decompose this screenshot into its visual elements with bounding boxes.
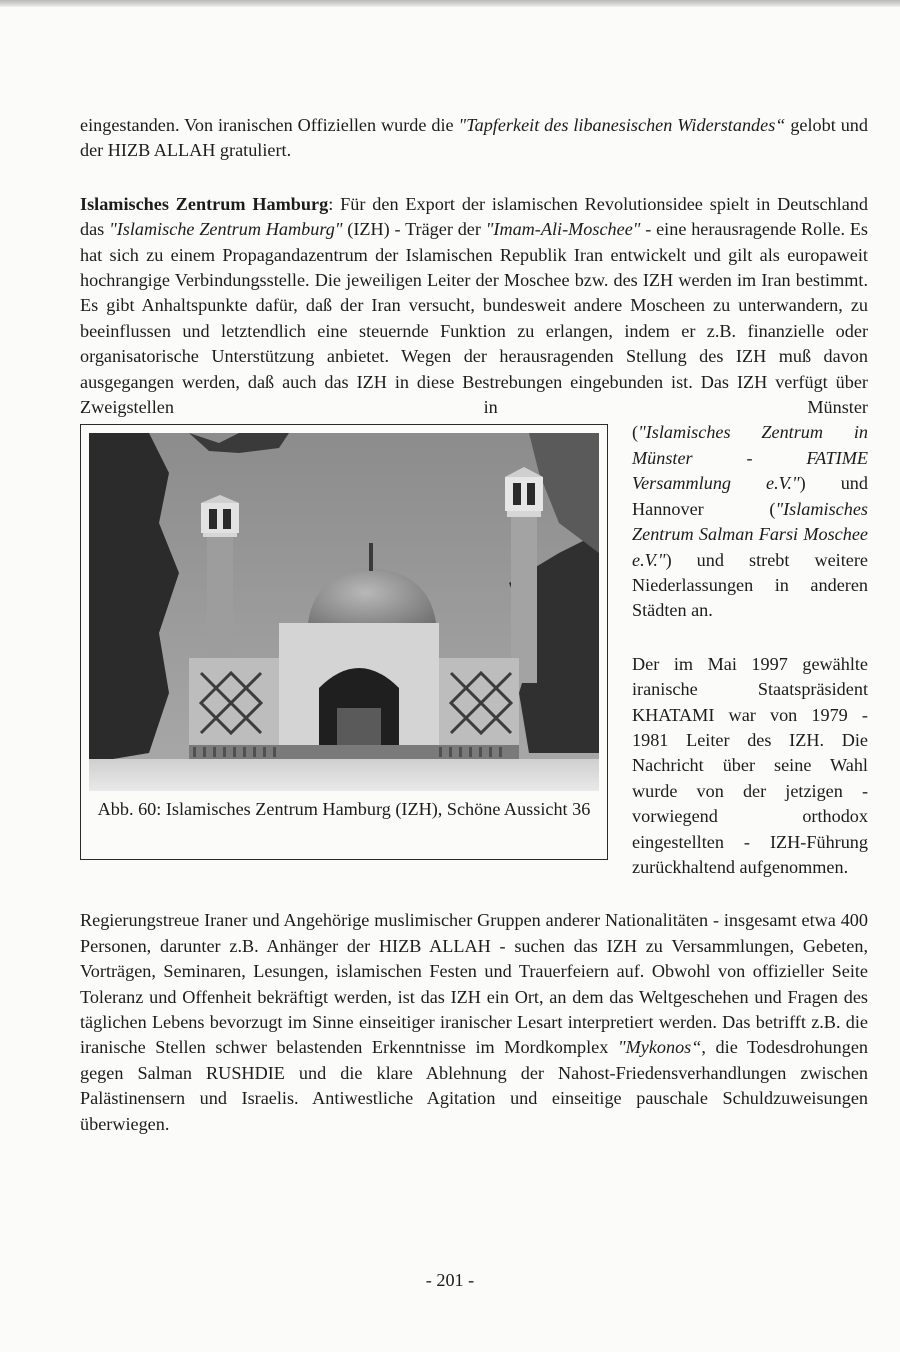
quote-imam-ali: "Imam-Ali-Moschee" bbox=[485, 219, 641, 240]
section-heading: Islamisches Zentrum Hamburg bbox=[80, 193, 329, 214]
paragraph-2-text-end: ) und strebt weitere Niederlassungen in anderen Städten an. bbox=[632, 549, 868, 621]
figure bbox=[80, 424, 608, 860]
quote-izh: "Islamische Zentrum Hamburg" bbox=[109, 219, 343, 240]
paragraph-1-text-end: gelobt und der HIZB ALLAH gratuliert. bbox=[80, 115, 868, 161]
paragraph-1 bbox=[80, 113, 868, 164]
quote-mykonos: "Mykonos“ bbox=[617, 1037, 702, 1058]
figure-caption: Abb. 60: Islamisches Zentrum Hamburg (IZH), Schöne Aussicht 36 bbox=[97, 799, 591, 820]
paragraph-2-text: ) und Hannover ( bbox=[632, 473, 868, 519]
quote-muenster: "Islamisches Zentrum in Münster - FATIME Versammlung e.V." bbox=[632, 422, 868, 494]
paragraph-2-text: (IZH) - Träger der bbox=[342, 219, 486, 240]
paragraph-4 bbox=[80, 908, 868, 1137]
paragraph-2-text: - eine herausragende Rolle. Es hat sich zu einem Propagandazentrum der Islamischen Republik Iran entwickelt und gilt als europaweit hochrangige Verbindungsstelle. Die jeweiligen Leiter der Moschee bzw. des IZH werden im Iran bestimmt. Es gibt Anhaltspunkte dafür, daß der Iran versucht, bundesweit andere Moscheen zu unterwandern, zu beeinflussen und letztendlich eine steuernde Funktion zu erlangen, indem er z.B. finanzielle oder organisatorische Unterstützung anbietet. Wegen der herausragenden Stellung des IZH muß davon ausgegangen werden, daß auch das IZH in diese Bestrebungen eingebunden ist. Das IZH verfügt über Zweigstellen in Münster ( bbox=[80, 219, 869, 443]
mosque-photo bbox=[89, 433, 599, 791]
paragraph-3: Der im Mai 1997 gewählte iranische Staatspräsident KHATAMI war von 1979 - 1981 Leiter des IZH. Die Nachricht über seine Wahl wurde von der jetzigen - vorwiegend orthodox eingestellten - IZH-Führung zurückhaltend aufgenommen. bbox=[632, 653, 868, 877]
paragraph-4-text: Regierungstreue Iraner und Angehörige muslimischer Gruppen anderer Nationalitäten - insgesamt etwa 400 Personen, darunter z.B. Anhänger der HIZB ALLAH - suchen das IZH zu Versammlungen, Gebeten, Vorträgen, Seminaren, Lesungen, islamischen Festen und Trauerfeiern auf. Obwohl von offizieller Seite Toleranz und Offenheit bekräftigt werden, ist das IZH ein Ort, an dem das Weltgeschehen und Fragen des täglichen Lebens bevorzugt im Sinne einseitiger iranischer Lesart interpretiert werden. Das betrifft z.B. die iranische Stellen schwer belastenden Erkenntnisse im Mordkomplex bbox=[80, 910, 868, 1058]
quote-hannover: "Islamisches Zentrum Salman Farsi Moschee e.V." bbox=[632, 498, 868, 570]
page-body bbox=[80, 113, 868, 1137]
scan-top-edge bbox=[0, 0, 900, 7]
paragraph-1-quote: "Tapferkeit des libanesischen Widerstandes“ bbox=[458, 115, 786, 135]
paragraph-4-text-end: , die Todesdrohungen gegen Salman RUSHDIE und die klare Ablehnung der Nahost-Friedensverhandlungen zwischen Palästinensern und Israelis. Antiwestliche Agitation und einseitige pauschale Schuldzuweisungen überwiegen. bbox=[80, 1037, 868, 1134]
paragraph-1-text: eingestanden. Von iranischen Offiziellen wurde die bbox=[80, 115, 459, 135]
paragraph-2-text: : Für den Export der islamischen Revolutionsidee spielt in Deutschland das bbox=[80, 193, 868, 240]
page-number: - 201 - bbox=[425, 1270, 475, 1290]
